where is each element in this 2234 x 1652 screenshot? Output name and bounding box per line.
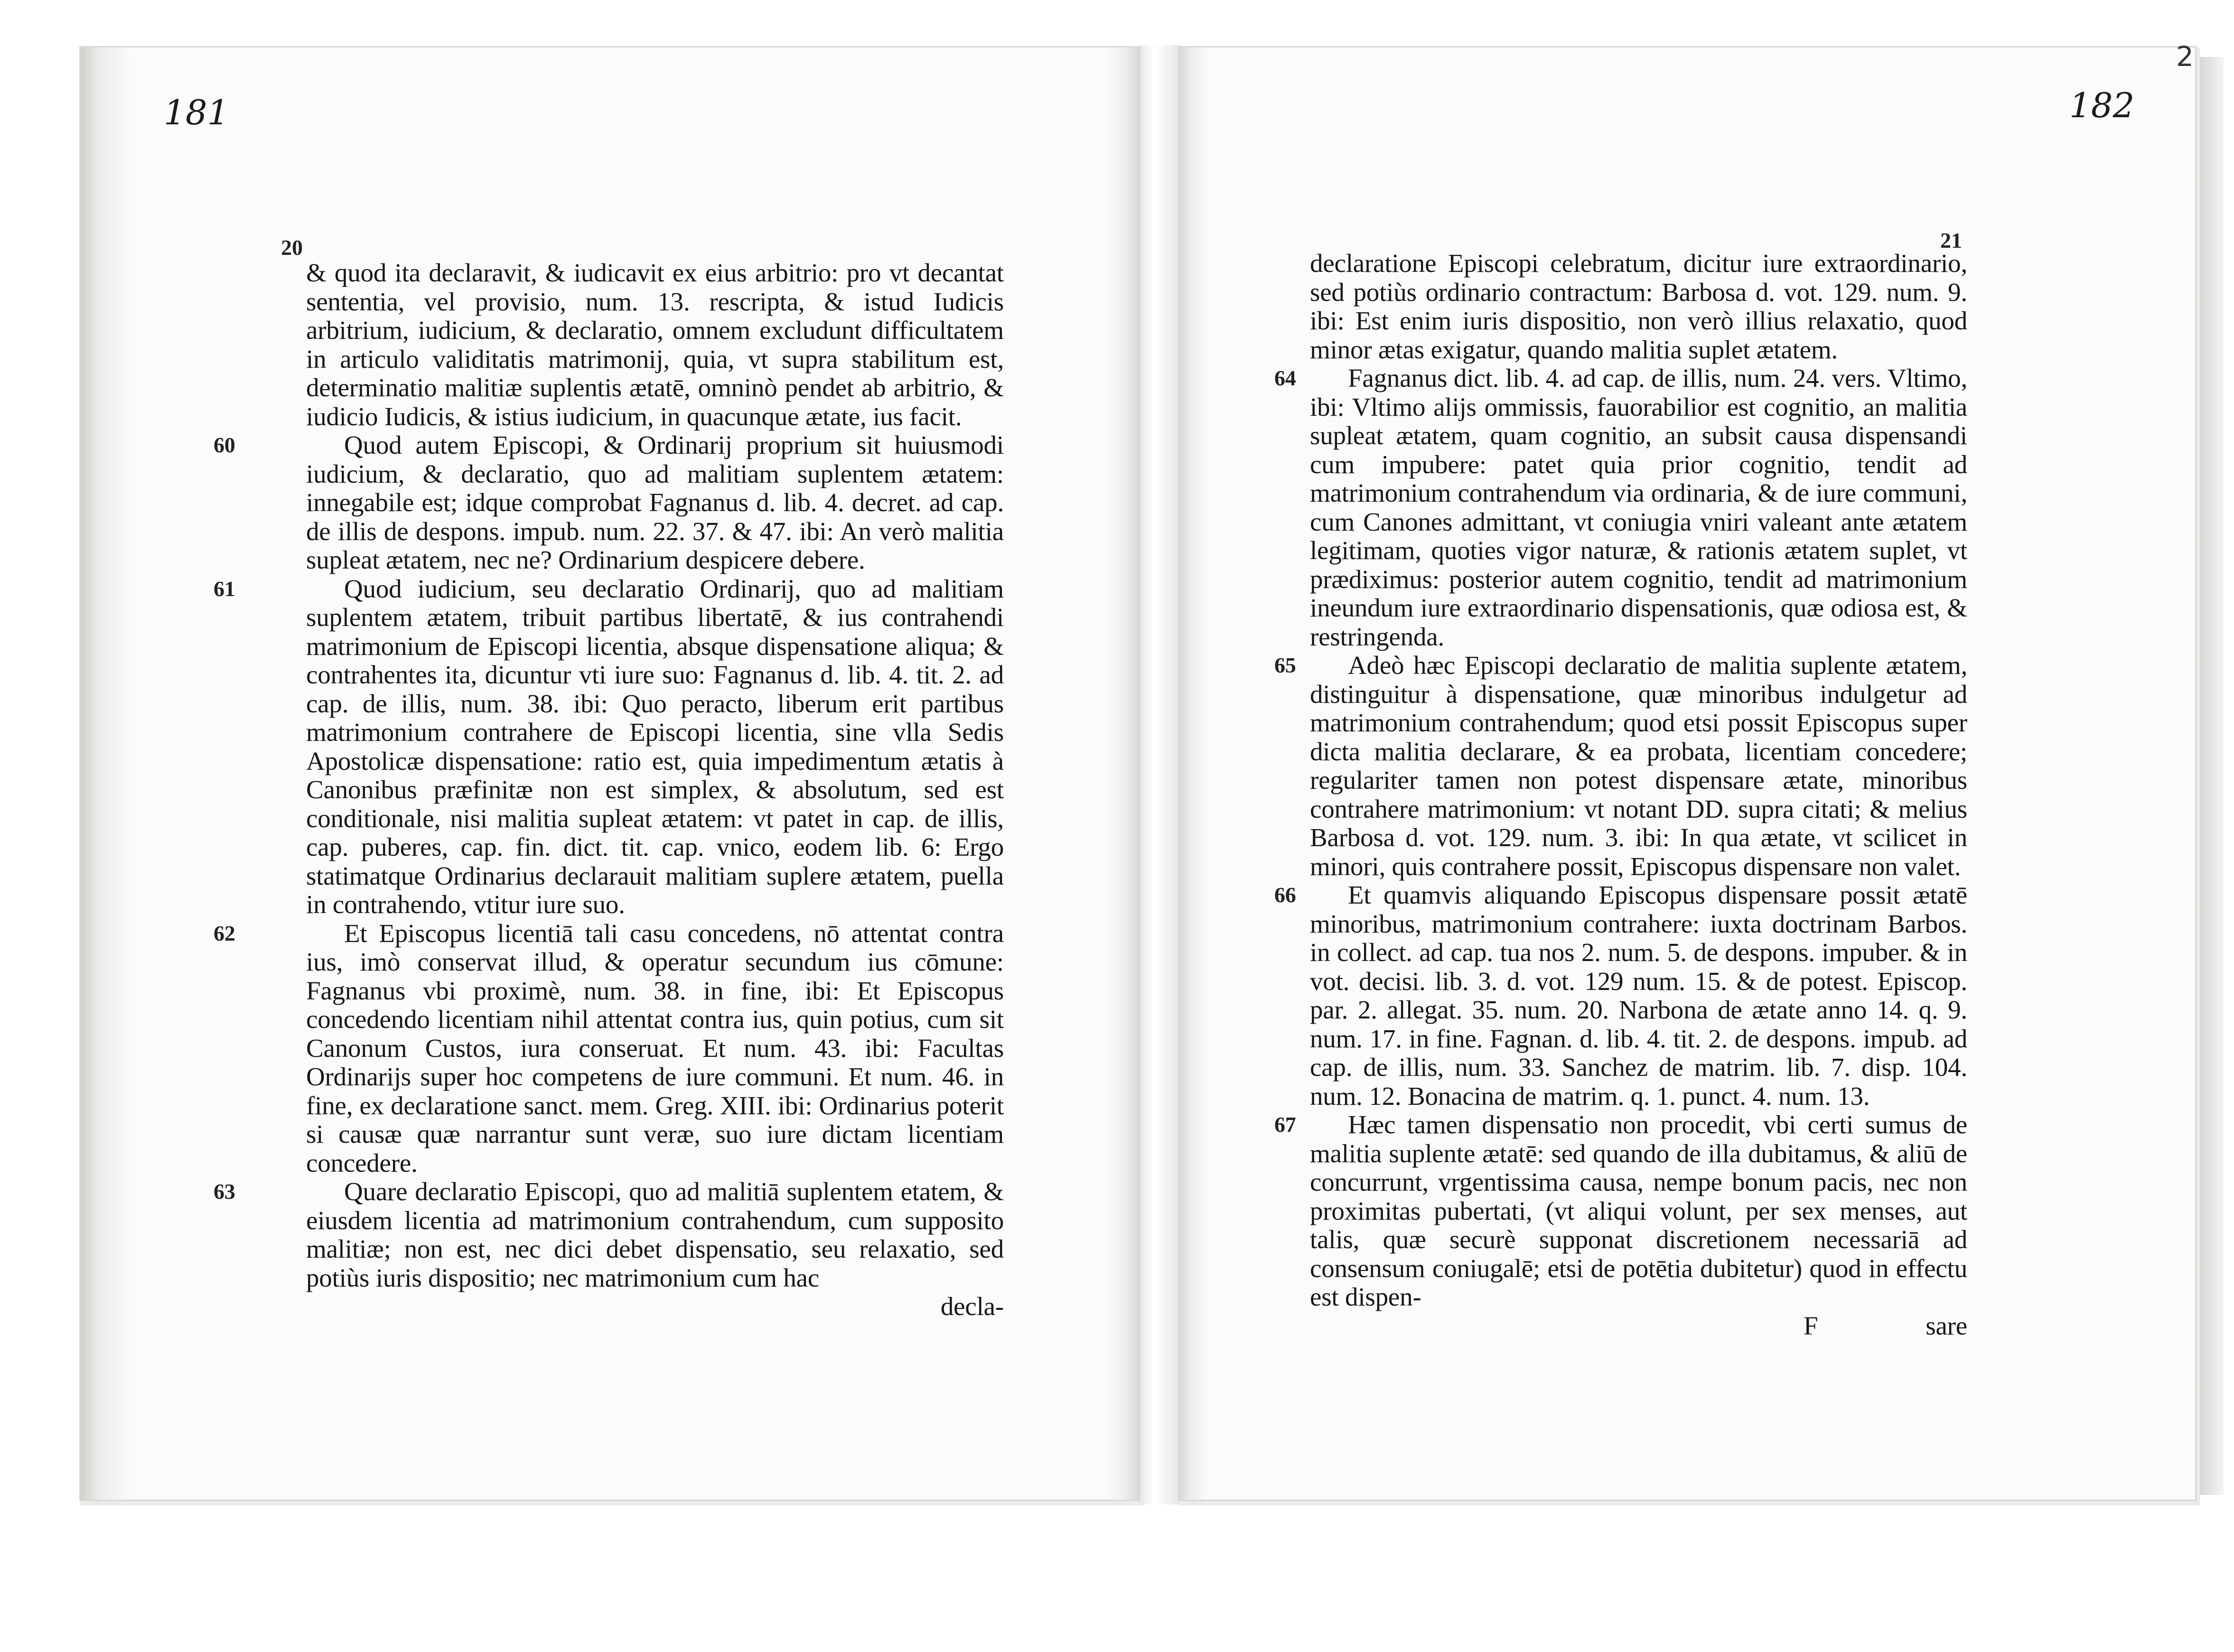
left-page-number: 20 (281, 235, 303, 260)
paragraph-text: Et quamvis aliquando Episcopus dispensare possit ætatē minoribus, matrimonium contrahere: iuxta doctrinam Barbos. in collect. ad cap. tua nos 2. num. 5. de despons. impuber. & in vot. decisi. lib. 3. d. vot. 129 num. 15. & de potest. Episcop. par. 2. allegat. 35. num. 20. Narbona de ætate anno 14. q. 9. num. 17. in fine. Fagnan. d. lib. 4. tit. 2. de despons. impub. ad cap. de illis, num. 33. Sanchez de matrim. lib. 7. disp. 104. num. 12. Bonacina de matrim. q. 1. punct. 4. num. 13. (1310, 880, 1967, 1111)
left-handwritten-folio: 181 (164, 93, 229, 132)
left-paragraph-60 (214, 430, 1004, 575)
marginal-number: 62 (214, 921, 235, 945)
right-catchword: sare (1926, 1311, 1967, 1340)
paragraph-text: Quod iudicium, seu declaratio Ordinarij, quo ad malitiam suplentem ætatem, tribuit partibus libertatē, & ius contrahendi matrimonium de Episcopi licentia, absque dispensatione aliqua; & contrahentes ita, dicuntur vti iure suo: Fagnanus d. lib. 4. tit. 2. ad cap. de illis, num. 38. ibi: Quo peracto, liberum erit partibus matrimonium contrahere de Episcopi licentia, sine vlla Sedis Apostolicæ dispensatione: ratio est, quia impedimentum ætatis à Canonibus præfinitæ non est simplex, & absolutum, sed est conditionale, nisi malitia supleat ætatem: vt patet in cap. de illis, cap. puberes, cap. fin. dict. tit. cap. vnico, eodem lib. 6: Ergo statimatque Ordinarius declarauit malitiam suplere ætatem, puella in contrahendo, vtitur iure suo. (306, 574, 1004, 919)
marginal-number: 65 (1274, 653, 1296, 677)
right-paragraph-67 (1274, 1110, 1967, 1312)
corner-mark: 2 (2176, 40, 2194, 73)
marginal-number: 67 (1274, 1112, 1296, 1137)
marginal-number: 64 (1274, 366, 1296, 390)
right-paragraph-65 (1274, 651, 1967, 881)
right-paragraph-0 (1310, 249, 1967, 364)
page-edge (2195, 57, 2224, 1495)
left-paragraph-0 (306, 259, 1004, 431)
right-page-number: 21 (1940, 228, 1962, 252)
right-paragraph-64 (1274, 364, 1967, 651)
paragraph-text: Et Episcopus licentiā tali casu concedens, nō attentat contra ius, imò conservat illud, & operatur secundum ius cōmune: Fagnanus vbi proximè, num. 38. in fine, ibi: Et Episcopus concedendo licentiam nihil attentat contra ius, quin potius, cum sit Canonum Custos, iura conseruat. Et num. 43. ibi: Facultas Ordinarijs super hoc competens de iure communi. Et num. 46. in fine, ex declaratione sanct. mem. Greg. XIII. ibi: Ordinarius poterit si causæ quæ narrantur sunt veræ, suo iure dictam licentiam concedere. (306, 918, 1004, 1177)
paragraph-text: Fagnanus dict. lib. 4. ad cap. de illis, num. 24. vers. Vltimo, ibi: Vltimo alijs ommissis, fauorabilior est cognitio, an malitia supleat ætatem, quam cognitio, an subsit causa dispensandi cum impubere: patet quia prior cognitio, tendit ad matrimonium contrahendum via ordinaria, & de iure communi, cum Canones admittant, vt coniugia vniri valeant ante ætatem legitimam, quoties vigor naturæ, & rationis ætatem suplet, vt prædiximus: posterior autem cognitio, tendit ad matrimonium ineundum iure extraordinario dispensationis, quæ odiosa est, & restringenda. (1310, 364, 1967, 651)
paragraph-text: Quod autem Episcopi, & Ordinarij proprium sit huiusmodi iudicium, & declaratio, quo ad malitiam suplentem ætatem: innegabile est; idque comprobat Fagnanus d. lib. 4. decret. ad cap. de illis de despons. impub. num. 22. 37. & 47. ibi: An verò malitia supleat ætatem, nec ne? Ordinarium despicere debere. (306, 430, 1004, 574)
book-gutter (1139, 45, 1179, 1504)
left-paragraph-62 (214, 918, 1004, 1178)
marginal-number: 66 (1274, 883, 1296, 907)
left-text-block (214, 258, 1004, 1321)
right-paragraph-66 (1274, 880, 1967, 1111)
left-paragraph-61 (214, 574, 1004, 919)
right-signature-line (1310, 1312, 1967, 1340)
left-catchword: decla- (940, 1292, 1004, 1321)
right-handwritten-folio: 182 (2069, 85, 2135, 125)
signature-mark: F (1804, 1311, 1818, 1340)
paragraph-text: Quare declaratio Episcopi, quo ad malitiā suplentem etatem, & eiusdem licentia ad matrimonium contrahendum, cum supposito malitiæ; non est, nec dici debet dispensatio, seu relaxatio, sed potiùs iuris dispositio; nec matrimonium cum hac (306, 1177, 1004, 1292)
right-text-block (1274, 249, 1967, 1340)
paragraph-text: declaratione Episcopi celebratum, dicitur iure extraordinario, sed potiùs ordinario contractum: Barbosa d. vot. 129. num. 9. ibi: Est enim iuris dispositio, non verò illius relaxatio, quod minor ætas exigatur, quando malitia suplet ætatem. (1310, 249, 1967, 364)
left-paragraph-63 (214, 1177, 1004, 1292)
paragraph-text: & quod ita declaravit, & iudicavit ex eius arbitrio: pro vt decantat sententia, vel provisio, num. 13. rescripta, & istud Iudicis arbitrium, iudicium, & declaratio, omnem excludunt difficultatem in articulo validitatis matrimonij, quia, vt supra stabilitum est, determinatio malitiæ suplentis ætatē, omninò pendet ab arbitrio, & iudicio Iudicis, & istius iudicium, in quacunque ætate, ius facit. (306, 258, 1004, 431)
marginal-number: 61 (214, 576, 235, 601)
marginal-number: 60 (214, 433, 235, 457)
paragraph-text: Hæc tamen dispensatio non procedit, vbi certi sumus de malitia suplente ætatē: sed quando de illa dubitamus, & aliū de concurrunt, vrgentissima causa, nempe bonum pacis, nec non proximitas pubertati, (vt aliqui volunt, per sex menses, aut talis, quæ securè supponat discretionem necessariā ad consensum coniugalē; etsi de potētia dubitetur) quod in effectu est dispen- (1310, 1110, 1967, 1311)
marginal-number: 63 (214, 1179, 235, 1204)
paragraph-text: Adeò hæc Episcopi declaratio de malitia suplente ætatem, distinguitur à dispensatione, quæ minoribus indulgetur ad matrimonium contrahendum; quod etsi possit Episcopus super dicta malitia declarare, & ea probata, licentiam concedere; regulariter tamen non potest dispensare ætate, minoribus contrahere matrimonium: vt notant DD. supra citati; & melius Barbosa d. vot. 129. num. 3. ibi: In qua ætate, vt scilicet in minori, quis contrahere possit, Episcopus dispensare non valet. (1310, 651, 1967, 881)
